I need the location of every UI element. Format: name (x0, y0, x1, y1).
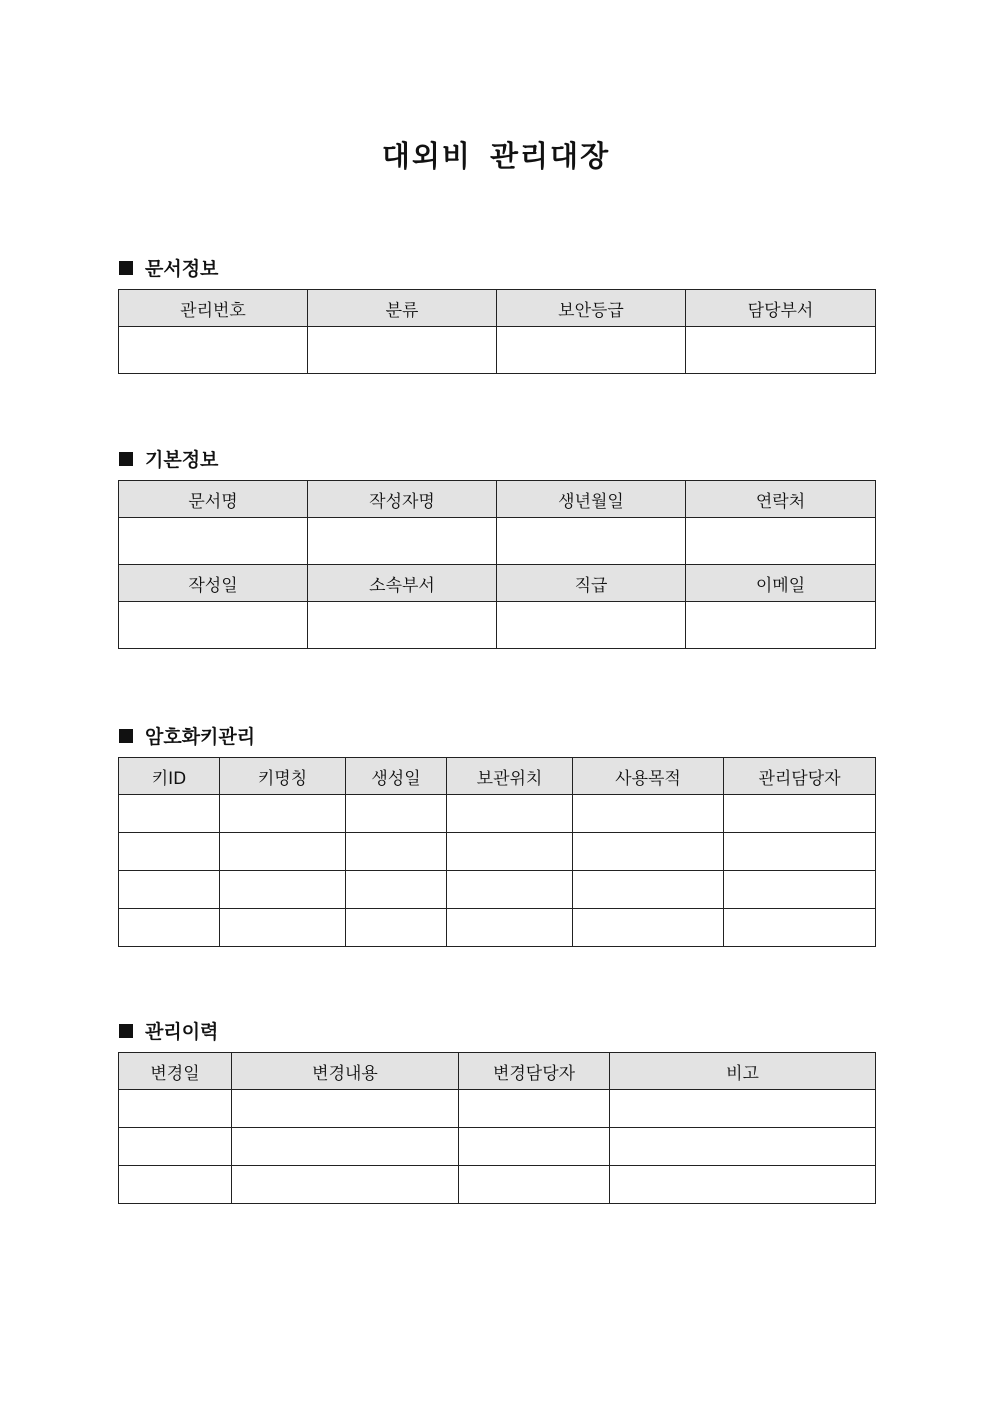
table-header-row (119, 758, 876, 795)
column-header: 키ID (119, 758, 220, 795)
column-header: 소속부서 (308, 565, 497, 602)
table-cell[interactable] (346, 871, 447, 909)
table-row (119, 602, 876, 649)
table-cell[interactable] (447, 833, 573, 871)
table-row (119, 795, 876, 833)
column-header: 생성일 (346, 758, 447, 795)
table-row (119, 1166, 876, 1204)
table-cell[interactable] (724, 795, 876, 833)
table-header-row (119, 565, 876, 602)
table-cell[interactable] (447, 871, 573, 909)
table-cell[interactable] (573, 909, 724, 947)
table-cell[interactable] (119, 602, 308, 649)
section-heading-basic-info (119, 445, 218, 472)
section-title: 문서정보 (145, 258, 219, 280)
table-cell[interactable] (459, 1166, 610, 1204)
section-heading-history (119, 1017, 218, 1044)
column-header: 문서명 (119, 481, 308, 518)
square-bullet-icon (119, 729, 133, 743)
column-header: 변경일 (119, 1053, 232, 1090)
table-cell[interactable] (447, 795, 573, 833)
table-header-row (119, 290, 876, 327)
square-bullet-icon (119, 452, 133, 466)
basic-info-table (118, 480, 876, 649)
table-cell[interactable] (346, 833, 447, 871)
column-header: 비고 (610, 1053, 876, 1090)
column-header: 담당부서 (686, 290, 876, 327)
table-cell[interactable] (610, 1090, 876, 1128)
doc-info-table (118, 289, 876, 374)
section-heading-doc-info (119, 254, 218, 281)
table-cell[interactable] (308, 518, 497, 565)
table-cell[interactable] (447, 909, 573, 947)
table-cell[interactable] (119, 871, 220, 909)
table-row (119, 833, 876, 871)
table-cell[interactable] (119, 518, 308, 565)
column-header: 변경내용 (232, 1053, 459, 1090)
table-cell[interactable] (119, 327, 308, 374)
section-title: 기본정보 (145, 449, 219, 471)
table-row (119, 871, 876, 909)
column-header: 관리담당자 (724, 758, 876, 795)
square-bullet-icon (119, 261, 133, 275)
table-cell[interactable] (724, 871, 876, 909)
table-cell[interactable] (232, 1166, 459, 1204)
table-cell[interactable] (220, 795, 346, 833)
table-row (119, 1090, 876, 1128)
table-cell[interactable] (686, 327, 876, 374)
section-heading-key-mgmt (119, 722, 255, 749)
table-cell[interactable] (573, 833, 724, 871)
column-header: 키명칭 (220, 758, 346, 795)
column-header: 분류 (308, 290, 497, 327)
table-cell[interactable] (724, 833, 876, 871)
table-cell[interactable] (119, 909, 220, 947)
column-header: 이메일 (686, 565, 876, 602)
table-cell[interactable] (346, 795, 447, 833)
table-cell[interactable] (459, 1128, 610, 1166)
table-row (119, 909, 876, 947)
column-header: 연락처 (686, 481, 876, 518)
column-header: 생년월일 (497, 481, 686, 518)
table-cell[interactable] (220, 871, 346, 909)
column-header: 변경담당자 (459, 1053, 610, 1090)
table-cell[interactable] (724, 909, 876, 947)
table-cell[interactable] (308, 602, 497, 649)
column-header: 보관위치 (447, 758, 573, 795)
table-cell[interactable] (497, 327, 686, 374)
table-cell[interactable] (497, 518, 686, 565)
table-cell[interactable] (686, 602, 876, 649)
table-row (119, 518, 876, 565)
table-header-row (119, 481, 876, 518)
table-cell[interactable] (497, 602, 686, 649)
page-title: 대외비 관리대장 (381, 139, 611, 173)
table-cell[interactable] (119, 795, 220, 833)
table-cell[interactable] (459, 1090, 610, 1128)
table-cell[interactable] (119, 833, 220, 871)
table-cell[interactable] (610, 1128, 876, 1166)
column-header: 사용목적 (573, 758, 724, 795)
table-cell[interactable] (308, 327, 497, 374)
section-title: 암호화키관리 (145, 726, 256, 748)
table-cell[interactable] (220, 833, 346, 871)
history-table (118, 1052, 876, 1204)
table-cell[interactable] (220, 909, 346, 947)
table-cell[interactable] (573, 871, 724, 909)
column-header: 관리번호 (119, 290, 308, 327)
table-cell[interactable] (232, 1090, 459, 1128)
table-cell[interactable] (232, 1128, 459, 1166)
table-cell[interactable] (119, 1090, 232, 1128)
square-bullet-icon (119, 1024, 133, 1038)
section-title: 관리이력 (145, 1021, 219, 1043)
column-header: 직급 (497, 565, 686, 602)
column-header: 작성일 (119, 565, 308, 602)
table-row (119, 327, 876, 374)
table-cell[interactable] (573, 795, 724, 833)
table-header-row (119, 1053, 876, 1090)
key-mgmt-table (118, 757, 876, 947)
table-cell[interactable] (346, 909, 447, 947)
table-cell[interactable] (119, 1128, 232, 1166)
table-cell[interactable] (119, 1166, 232, 1204)
column-header: 작성자명 (308, 481, 497, 518)
table-cell[interactable] (686, 518, 876, 565)
table-cell[interactable] (610, 1166, 876, 1204)
column-header: 보안등급 (497, 290, 686, 327)
table-row (119, 1128, 876, 1166)
